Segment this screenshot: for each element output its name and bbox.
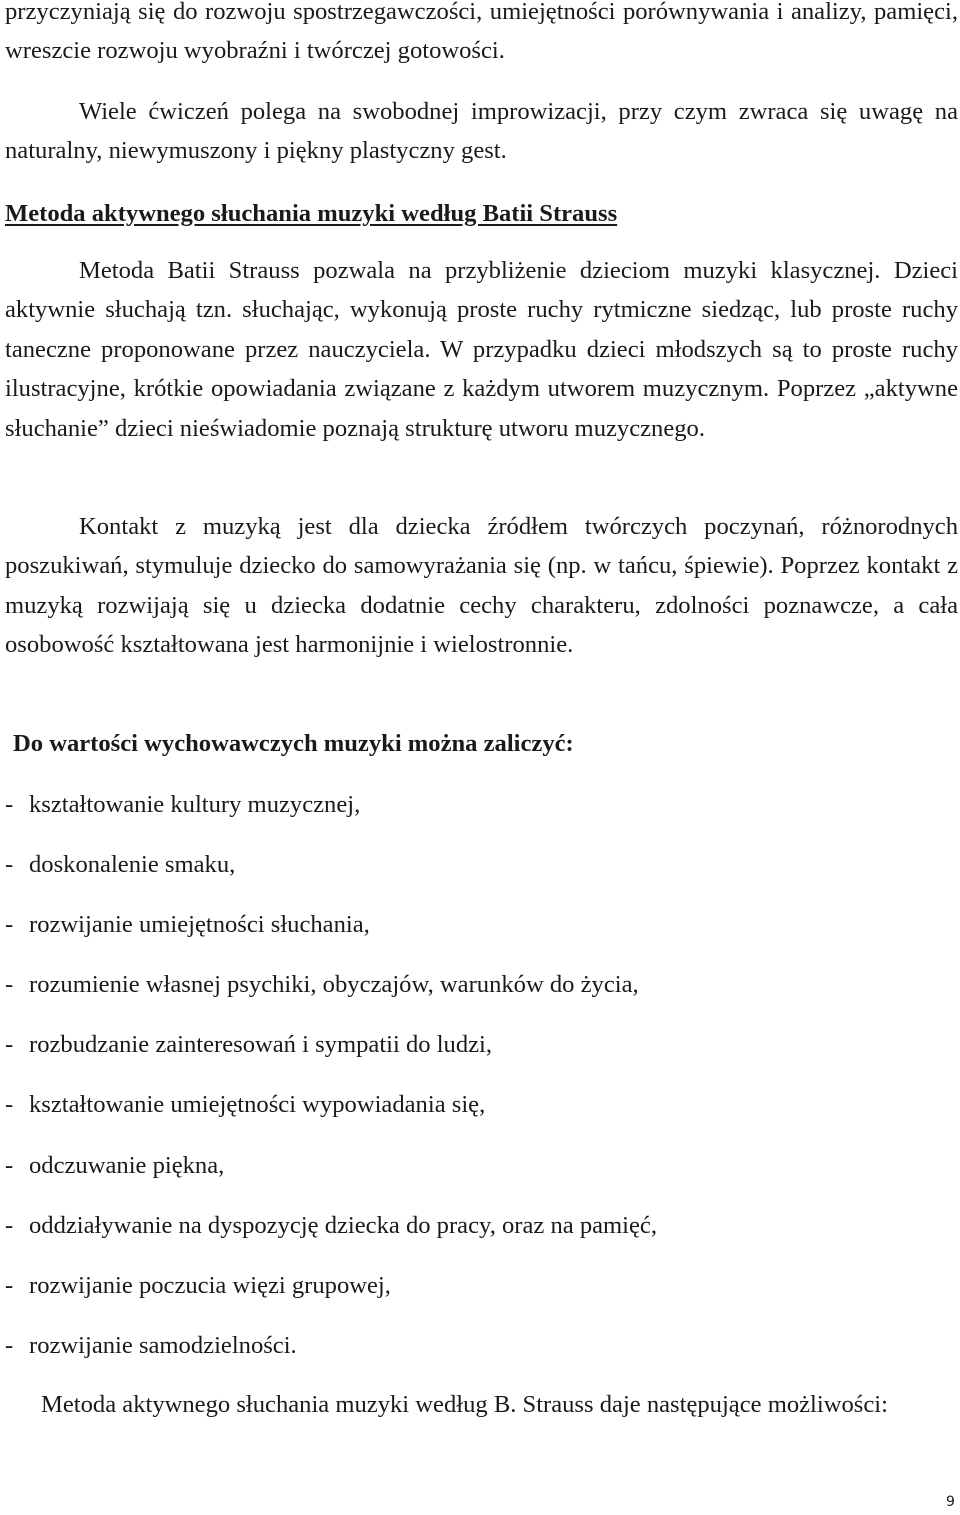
heading-educational-values: Do wartości wychowawczych muzyki można zaliczyć: [13,730,574,757]
values-list [5,785,657,1386]
list-dash: - [5,1211,14,1239]
page-number: 9 [946,1494,955,1510]
list-dash: - [5,1091,14,1119]
list-item: - oddziaływanie na dyspozycję dziecka do pracy, oraz na pamięć, [5,1206,657,1266]
list-item: - rozwijanie poczucia więzi grupowej, [5,1266,657,1326]
list-item: - kształtowanie kultury muzycznej, [5,785,657,845]
paragraph-music-contact: Kontakt z muzyką jest dla dziecka źródłem twórczych poczynań, różnorodnych poszukiwań, stymuluje dziecko do samowyrażania się (np. w tańcu, śpiewie). Poprzez kontakt z muzyką rozwijają się u dziecka dodatnie cechy charakteru, zdolności poznawcze, a cała osobowość kształtowana jest harmonijnie i wielostronnie. [5,513,958,659]
list-dash: - [5,1271,14,1299]
list-dash: - [5,791,14,818]
list-dash: - [5,911,14,939]
list-dash: - [5,851,14,879]
paragraph-development: przyczyniają się do rozwoju spostrzegawczości, umiejętności porównywania i analizy, pamięci, wreszcie rozwoju wyobraźni i twórczej gotowości. [5,0,958,65]
list-dash: - [5,1331,14,1359]
list-item: - kształtowanie umiejętności wypowiadania się, [5,1085,657,1145]
paragraph-improvisation: Wiele ćwiczeń polega na swobodnej improwizacji, przy czym zwraca się uwagę na naturalny, niewymuszony i piękny plastyczny gest. [5,98,958,165]
list-item: - rozwijanie umiejętności słuchania, [5,905,657,965]
list-item: - doskonalenie smaku, [5,845,657,905]
paragraph-strauss-description: Metoda Batii Strauss pozwala na przybliżenie dzieciom muzyki klasycznej. Dzieci aktywnie słuchają tzn. słuchając, wykonują proste ruchy rytmiczne siedząc, lub proste ruchy taneczne proponowane przez nauczyciela. W przypadku dzieci młodszych są to proste ruchy ilustracyjne, krótkie opowiadania związane z każdym utworem muzycznym. Poprzez „aktywne słuchanie” dzieci nieświadomie poznają strukturę utworu muzycznego. [5,257,958,442]
list-item: - odczuwanie piękna, [5,1146,657,1206]
list-dash: - [5,1031,14,1059]
list-dash: - [5,971,14,999]
list-item: - rozumienie własnej psychiki, obyczajów, warunków do życia, [5,965,657,1025]
heading-strauss-method: Metoda aktywnego słuchania muzyki według Batii Strauss [5,200,618,227]
list-dash: - [5,1151,14,1179]
paragraph-strauss-possibilities: Metoda aktywnego słuchania muzyki według B. Strauss daje następujące możliwości: [41,1391,888,1418]
list-item: - rozwijanie samodzielności. [5,1326,657,1386]
list-item: - rozbudzanie zainteresowań i sympatii do ludzi, [5,1025,657,1085]
